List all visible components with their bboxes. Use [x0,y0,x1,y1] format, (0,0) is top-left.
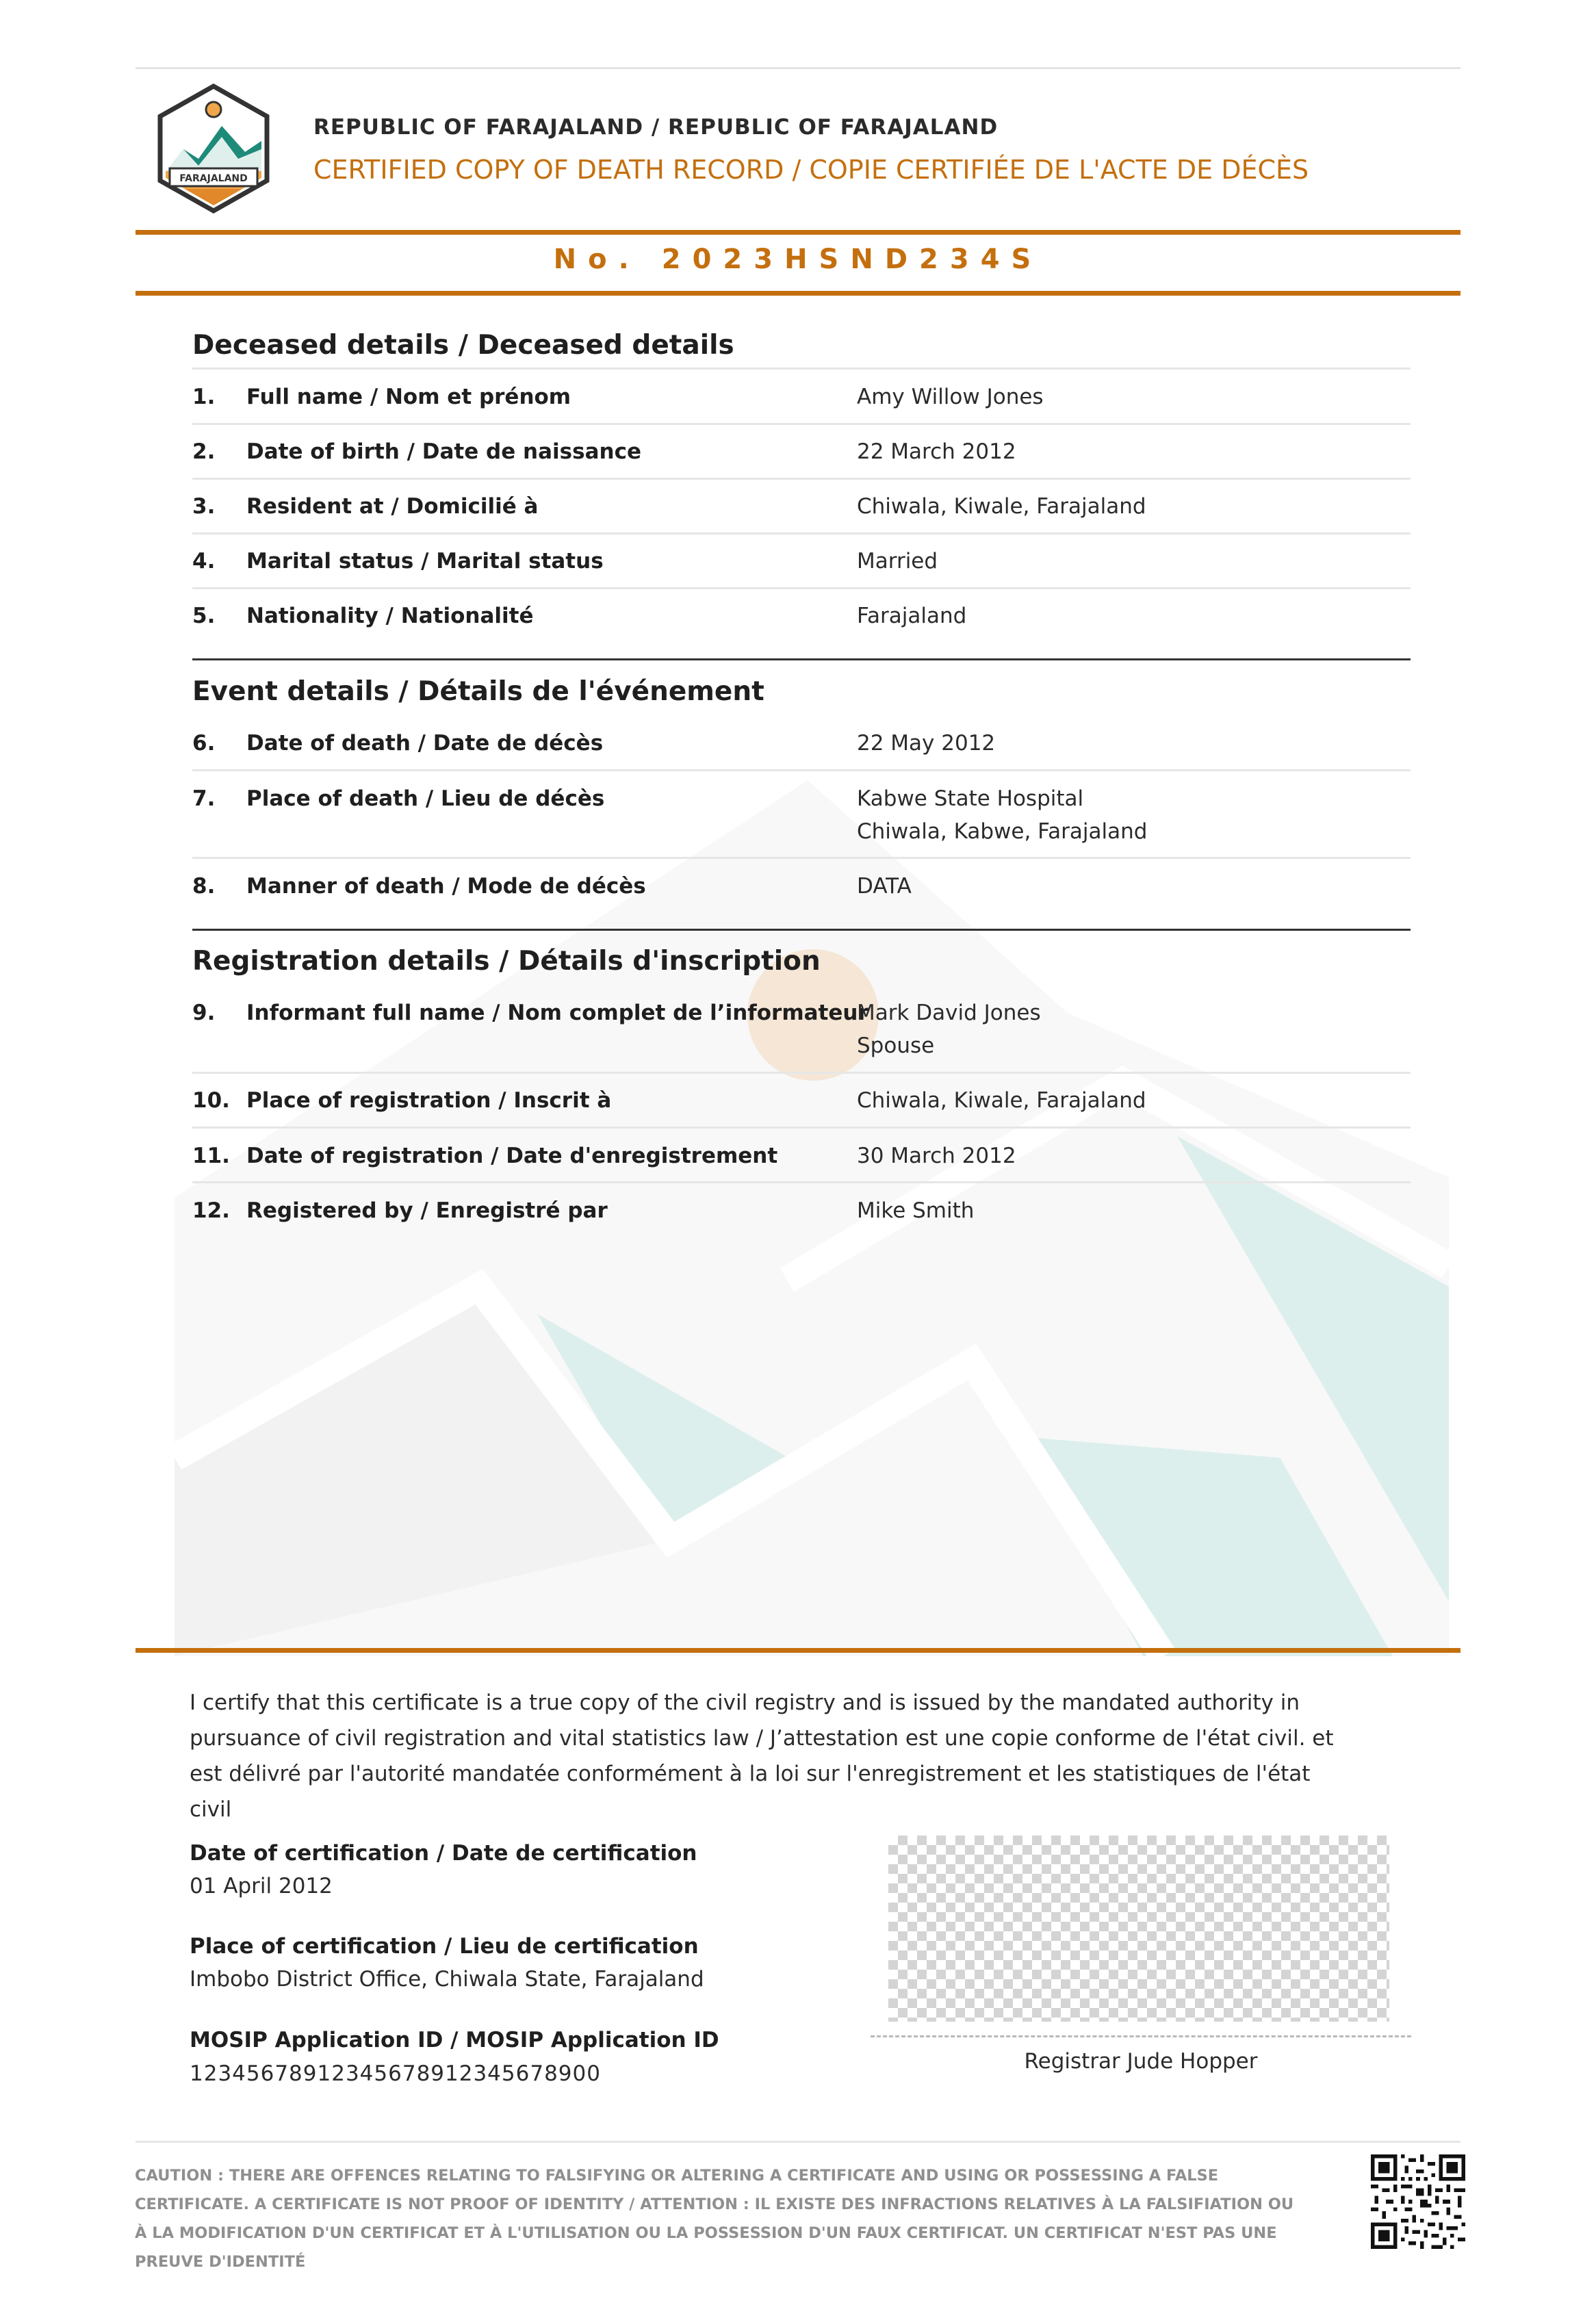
number-top-rule [136,230,1460,235]
row-number: 9. [192,1001,216,1025]
signature-placeholder [888,1836,1389,2022]
certification-place-label: Place of certification / Lieu de certification [190,1934,699,1959]
row-value: Mark David Jones [857,1001,1041,1025]
row-number: 7. [192,786,216,811]
row-number: 4. [192,549,216,574]
row-label: Date of death / Date de décès [246,731,604,756]
row-label: Nationality / Nationalité [246,604,534,628]
row-divider [192,1126,1411,1129]
row-divider [192,423,1411,425]
row-number: 3. [192,494,216,519]
row-value: Farajaland [857,604,967,628]
row-label: Registered by / Enregistré par [246,1198,608,1223]
row-divider [192,857,1411,859]
certificate-number: No. 2023HSND234S [553,244,1043,275]
row-number: 12. [192,1198,230,1223]
svg-text:FARAJALAND: FARAJALAND [179,173,248,184]
row-divider [192,769,1411,771]
section-divider [192,658,1411,660]
number-bottom-rule [136,291,1460,296]
row-label: Place of death / Lieu de décès [246,786,605,811]
row-label: Date of registration / Date d'enregistrement [246,1144,778,1168]
section-divider [192,929,1411,931]
row-value: Kabwe State Hospital [857,786,1084,811]
certification-statement: I certify that this certificate is a true copy of the civil registry and is issued by the mandated authority in pursuance of civil registration and vital statistics law / J’attestation est une copie conforme de l'état civil. et est délivré par l'autorité mandatée conformément à la loi sur l'enregistrement et les statistiques de l'état civil [190,1690,1334,1822]
row-value: Chiwala, Kiwale, Farajaland [857,494,1146,519]
row-value-line2: Spouse [857,1033,935,1058]
row-value: Married [857,549,938,574]
row-value: Mike Smith [857,1198,975,1223]
footer-divider [136,2141,1460,2143]
row-divider [192,368,1411,370]
row-number: 1. [192,385,216,409]
certification-date-label: Date of certification / Date de certification [190,1841,697,1866]
country-heading: REPUBLIC OF FARAJALAND / REPUBLIC OF FARAJALAND [313,115,999,140]
row-number: 5. [192,604,216,628]
row-label: Resident at / Domicilié à [246,494,539,519]
row-divider [192,532,1411,535]
row-label: Full name / Nom et prénom [246,385,571,409]
row-label: Date of birth / Date de naissance [246,439,641,464]
row-value: Amy Willow Jones [857,385,1044,409]
row-label: Informant full name / Nom complet de l’informateur [246,1001,868,1025]
certification-date-value: 01 April 2012 [190,1874,333,1898]
caution-notice: CAUTION : THERE ARE OFFENCES RELATING TO FALSIFYING OR ALTERING A CERTIFICATE AND USING OR POSSESSING A FALSE CERTIFICATE. A CERTIFICATE IS NOT PROOF OF IDENTITY / ATTENTION : IL EXISTE DES INFRACTIONS RELATIVES À LA FALSIFIATION OU À LA MODIFICATION D'UN CERTIFICAT ET À L'UTILISATION OU LA POSSESSION D'UN FAUX CERTIFICAT. UN CERTIFICAT N'EST PAS UNE PREUVE D'IDENTITÉ [135,2167,1294,2271]
row-value: 22 May 2012 [857,731,996,756]
registration-section-title: Registration details / Détails d'inscription [192,946,821,977]
mosip-id-value: 1234567891234567891234567890​0 [190,2061,601,2086]
signature-line [871,2035,1411,2037]
row-value: Chiwala, Kiwale, Farajaland [857,1088,1146,1113]
row-label: Marital status / Marital status [246,549,604,574]
row-value-line2: Chiwala, Kabwe, Farajaland [857,819,1148,844]
row-value: 22 March 2012 [857,439,1016,464]
qr-code-icon [1371,2154,1465,2249]
row-number: 6. [192,731,216,756]
top-divider [136,67,1460,69]
row-divider [192,1072,1411,1074]
mosip-id-label: MOSIP Application ID / MOSIP Application ID [190,2028,719,2052]
row-value: 30 March 2012 [857,1144,1016,1168]
certification-place-value: Imbobo District Office, Chiwala State, Farajaland [190,1967,704,1992]
registrar-name: Registrar Jude Hopper [1024,2049,1258,2074]
row-number: 11. [192,1144,230,1168]
farajaland-logo [156,83,271,214]
event-section-title: Event details / Détails de l'événement [192,676,764,707]
document-title: CERTIFIED COPY OF DEATH RECORD / COPIE CERTIFIÉE DE L'ACTE DE DÉCÈS [313,155,1309,185]
row-divider [192,1181,1411,1183]
row-label: Manner of death / Mode de décès [246,874,646,899]
row-number: 8. [192,874,216,899]
row-divider [192,587,1411,589]
certification-rule [136,1648,1460,1653]
row-value: DATA [857,874,912,899]
row-number: 2. [192,439,216,464]
row-number: 10. [192,1088,230,1113]
row-label: Place of registration / Inscrit à [246,1088,612,1113]
deceased-section-title: Deceased details / Deceased details [192,330,734,361]
row-divider [192,478,1411,480]
